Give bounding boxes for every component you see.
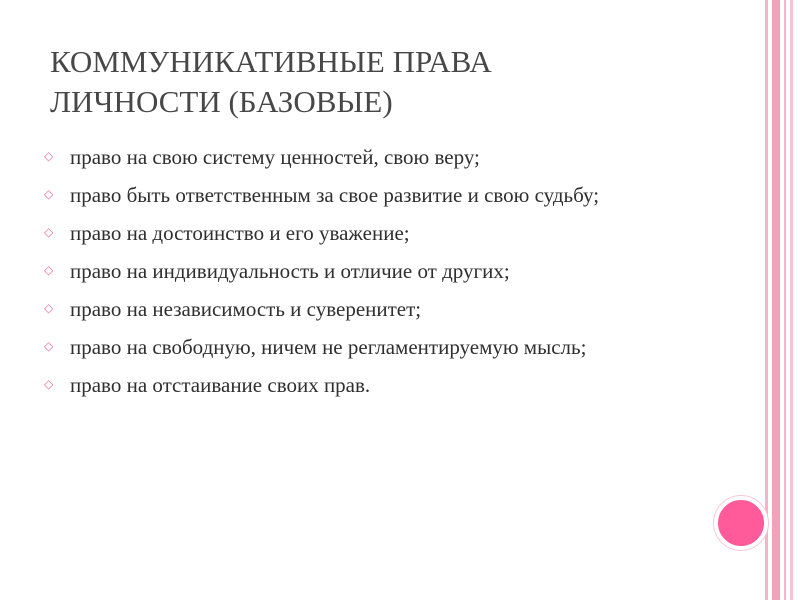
bullet-diamond-icon: ◇ [44,187,54,201]
bullet-diamond-icon: ◇ [44,339,54,353]
list-item [44,257,684,286]
pink-circle-decoration [714,496,768,550]
list-item [44,371,684,400]
list-item-text: право на свободную, ничем не регламентируемую мысль; [70,335,587,359]
decorative-stripe [790,0,793,600]
list-item [44,181,684,210]
list-item-text: право на достоинство и его уважение; [70,221,410,245]
list-item [44,333,684,362]
bullet-diamond-icon: ◇ [44,263,54,277]
list-item-text: право быть ответственным за свое развитие и свою судьбу; [70,183,600,207]
list-item [44,219,684,248]
decorative-stripe [784,0,786,600]
bullet-diamond-icon: ◇ [44,149,54,163]
title-line-1: КОММУНИКАТИВНЫЕ ПРАВА [50,44,492,79]
bullet-diamond-icon: ◇ [44,377,54,391]
bullet-diamond-icon: ◇ [44,225,54,239]
bullet-diamond-icon: ◇ [44,301,54,315]
list-item-text: право на индивидуальность и отличие от других; [70,259,510,283]
list-item [44,143,684,172]
list-item-text: право на отстаивание своих прав. [70,373,371,397]
decorative-stripe [765,0,768,600]
list-item-text: право на свою систему ценностей, свою веру; [70,145,480,169]
list-item [44,295,684,324]
slide-title [50,42,710,122]
title-line-2: ЛИЧНОСТИ (БАЗОВЫЕ) [50,84,393,119]
decorative-stripe [772,0,780,600]
list-item-text: право на независимость и суверенитет; [70,297,422,321]
bullet-list [44,143,684,409]
